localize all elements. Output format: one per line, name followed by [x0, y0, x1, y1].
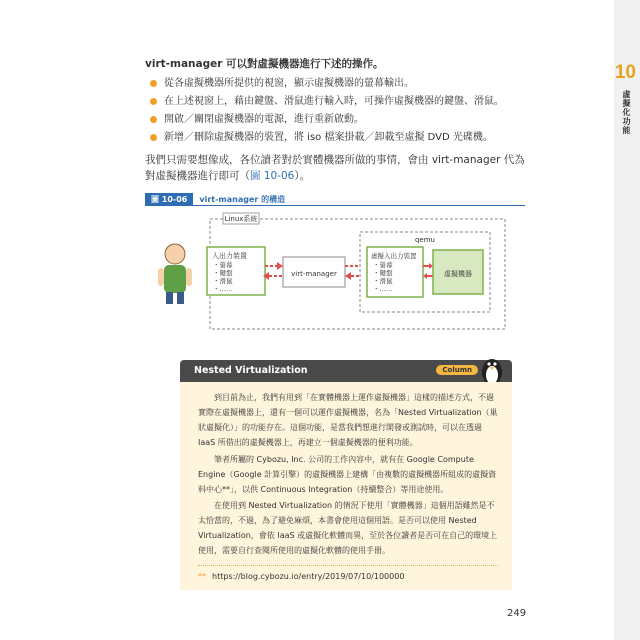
arrow-io-to-virt-icon [263, 262, 283, 280]
virtual-io-item: ・螢幕 [373, 261, 393, 269]
io-item: ・鍵盤 [213, 269, 233, 277]
list-item: 從各虛擬機器所提供的視窗，顯示虛擬機器的螢幕輸出。 [150, 77, 504, 95]
bullet-icon [150, 116, 157, 123]
column-badge: Column [436, 365, 478, 375]
io-device-title: 入出力裝置 [212, 252, 247, 260]
io-item: ・…… [213, 285, 233, 293]
qemu-label: qemu [414, 236, 436, 244]
column-header [180, 360, 512, 382]
figure-reference-link[interactable]: 圖 10-06 [250, 170, 295, 182]
io-item: ・滑鼠 [213, 277, 233, 285]
virtual-machine-label: 虛擬機器 [444, 270, 472, 278]
virt-manager-label: virt-manager [291, 270, 337, 278]
column-body [180, 382, 512, 590]
io-item: ・螢幕 [213, 261, 233, 269]
intro-text: virt-manager 可以對虛擬機器進行下述的操作。 [145, 58, 384, 70]
column-footnote [198, 565, 498, 581]
footnote-url[interactable]: https://blog.cybozu.io/entry/2019/07/10/100000 [212, 572, 405, 581]
virtual-io-item: ・鍵盤 [373, 269, 393, 277]
footnote-mark: ** [198, 572, 206, 581]
linux-system-label: Linux系統 [224, 215, 258, 223]
virt-manager-diagram [145, 206, 525, 336]
column-paragraph: 在使用到 Nested Virtualization 的情況下使用「實體機器」這個用語雖然是不太恰當的，不過，為了避免麻煩，本書會使用這個用語。是否可以使用 Nested Virtualization，會依 IaaS 或虛擬化軟體而異，至於各位讀者是否可在自己的環境上使用，需要自行查閱所使用的虛擬化軟體的使用手冊。 [198, 501, 498, 555]
bullet-icon [150, 80, 157, 87]
column-paragraph: 筆者所屬的 Cybozu, Inc. 公司的工作內容中，就有在 Google Compute Engine（Google 計算引擎）的虛擬機器上建構「由複數的虛擬機器所組成的虛擬資料中心**」，以供 Continuous Integration（持續整合）等用途使用。 [198, 455, 497, 494]
virtual-io-item: ・…… [373, 285, 393, 293]
column-title: Nested Virtualization [194, 365, 308, 376]
virtual-io-item: ・滑鼠 [373, 277, 393, 285]
chapter-title: 虛擬化功能 [622, 90, 631, 135]
virtual-io-title: 虛擬入出力裝置 [371, 252, 417, 260]
bullet-icon [150, 134, 157, 141]
bullet-icon [150, 98, 157, 105]
figure-title: virt-manager 的構造 [199, 195, 286, 204]
user-icon [158, 244, 192, 304]
list-item: 開啟／關閉虛擬機器的電源，進行重新啟動。 [150, 113, 504, 131]
chapter-number: 10 [614, 62, 636, 83]
column-box [180, 360, 512, 590]
body-paragraph: 我們只需要想像成，各位讀者對於實體機器所做的事情，會由 virt-manager 代為對虛擬機器進行即可（圖 10-06）。 [145, 154, 525, 182]
list-item: 在上述視窗上，藉由鍵盤、滑鼠進行輸入時，可操作虛擬機器的鍵盤、滑鼠。 [150, 95, 504, 113]
figure-number: 圖 10-06 [145, 193, 193, 206]
list-item: 新增／刪除虛擬機器的裝置，將 iso 檔案掛載／卸載至虛擬 DVD 光碟機。 [150, 131, 504, 149]
operation-list [150, 77, 504, 149]
column-paragraph: 到目前為止，我們有用到「在實體機器上運作虛擬機器」這樣的描述方式，不過實際在虛擬機器上，還有一個可以運作虛擬機器，名為「Nested Virtualization（巢狀虛擬化）」的功能存在。這個功能，是當我們想進行開發或測試時，可以在透過 IaaS 所借出的虛擬機器上，再建立一個虛擬機器的便利功能。 [198, 393, 498, 447]
page-number: 249 [507, 608, 527, 619]
